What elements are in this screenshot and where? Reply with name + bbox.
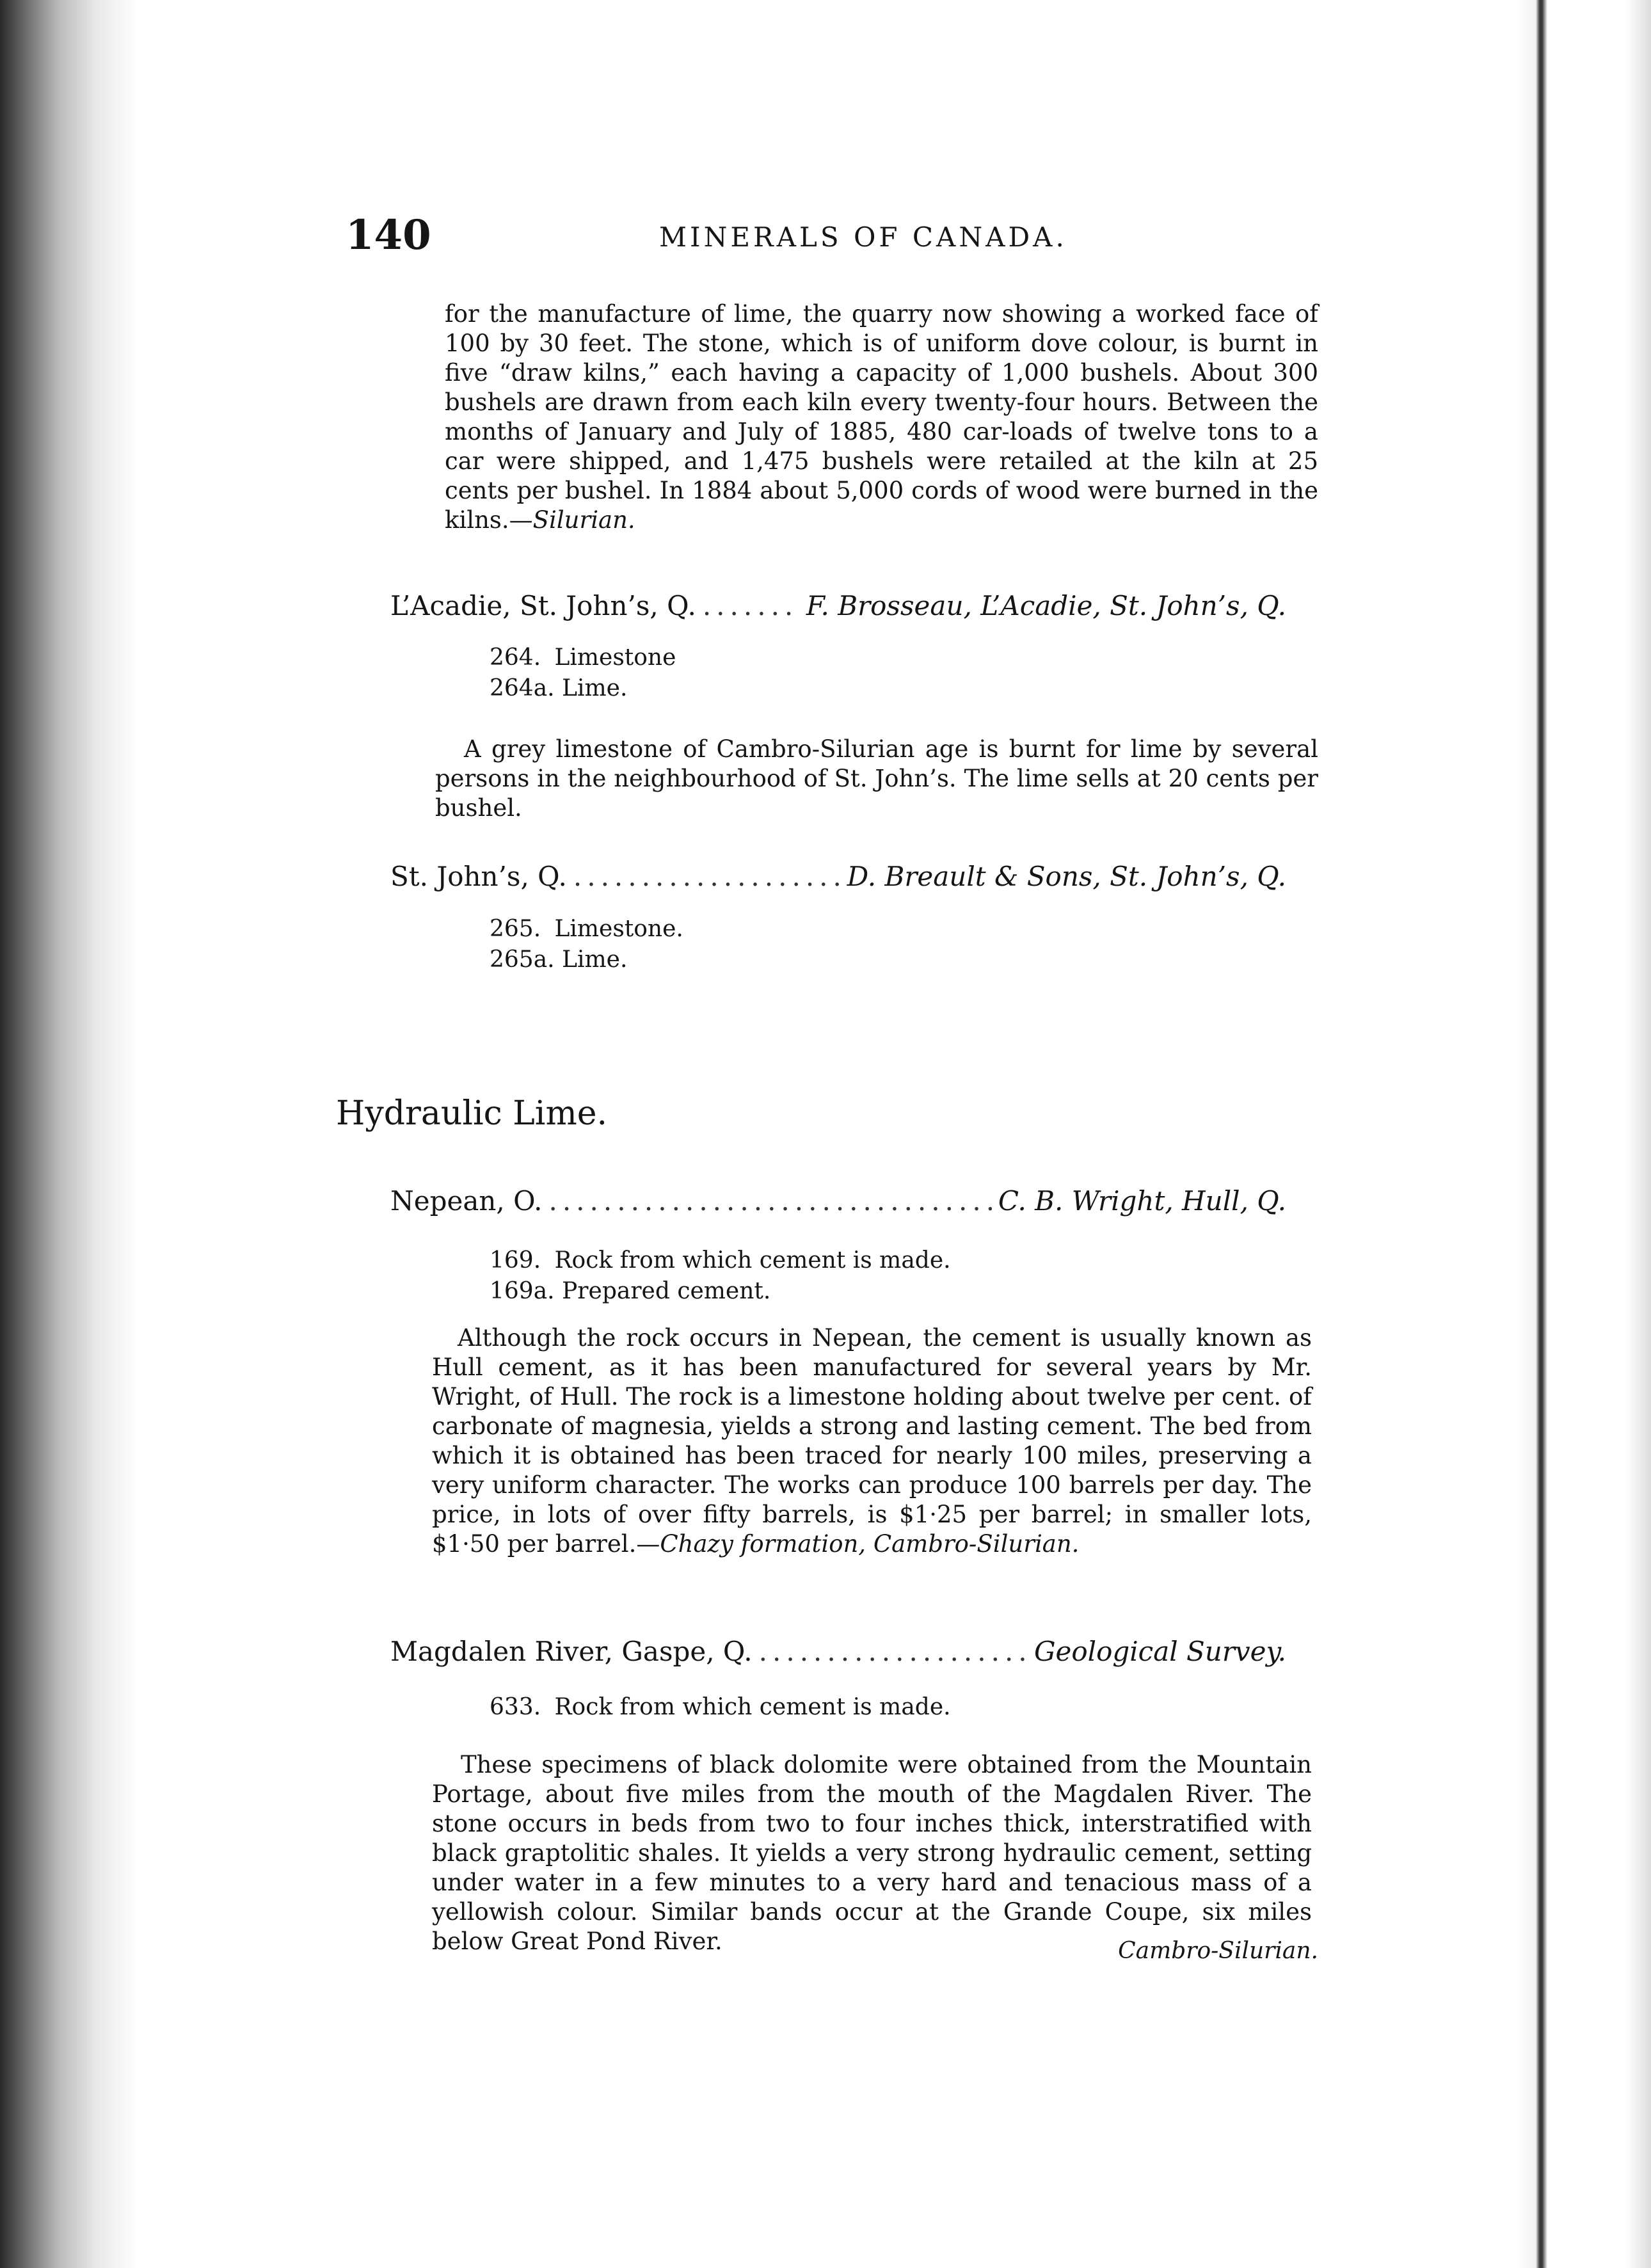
page-header	[346, 211, 1305, 262]
entry-source: F. Brosseau, L’Acadie, St. John’s, Q.	[806, 590, 1286, 621]
section-heading: Hydraulic Lime.	[336, 1094, 608, 1133]
top-paragraph-formation: Silurian.	[532, 506, 635, 534]
description-lacadie: A grey limestone of Cambro-Silurian age is burnt for lime by several persons in the neighbourhood of St. John’s. The lime sells at 20 cents per bushel.	[435, 735, 1318, 822]
specimen-number: 265a.	[490, 946, 555, 973]
description-magdalen: These specimens of black dolomite were obtained from the Mountain Portage, about five miles from the mouth of the Magdalen River. The stone occurs in beds from two to four inches thick, interstratified with black graptolitic shales. It yields a very strong hydraulic cement, setting under water in a few minutes to a very hard and tenacious mass of a yellowish colour. Similar bands occur at the Grande Coupe, six miles below Great Pond River.	[432, 1751, 1312, 1955]
specimen-item	[490, 1276, 951, 1307]
dot-leader	[548, 1185, 991, 1217]
specimen-number: 264.	[490, 644, 541, 671]
entry-place: L’Acadie, St. John’s, Q.	[390, 590, 696, 621]
description-text: Although the rock occurs in Nepean, the cement is usually known as Hull cement, as it has been manufactured for several years by Mr. Wright, of Hull. The rock is a limestone holding about twelve per cent. of carbonate of magnesia, yields a strong and lasting cement. The bed from which it is obtained has been traced for nearly 100 miles, preserving a very uniform character. The works can produce 100 barrels per day. The price, in lots of over fifty barrels, is $1·25 per barrel; in smaller lots, $1·50 per barrel.—	[432, 1324, 1312, 1558]
page-number: 140	[346, 211, 431, 259]
entry-place: Nepean, O.	[390, 1185, 543, 1217]
formation-magdalen: Cambro-Silurian.	[1118, 1938, 1318, 1964]
specimen-label: Limestone	[554, 644, 676, 671]
entry-lacadie	[390, 590, 1286, 628]
entry-st-johns	[390, 861, 1286, 899]
dot-leader	[573, 861, 841, 892]
entry-magdalen-river	[390, 1636, 1286, 1674]
specimen-label: Limestone.	[554, 916, 683, 942]
specimen-item	[490, 1245, 951, 1276]
specimen-item	[490, 914, 683, 945]
specimen-label: Lime.	[562, 946, 628, 973]
specimen-label: Rock from which cement is made.	[554, 1694, 951, 1720]
dot-leader	[703, 590, 800, 621]
specimen-number: 169a.	[490, 1278, 555, 1304]
specimen-item	[490, 945, 683, 975]
specimen-item	[490, 1692, 951, 1723]
specimen-number: 265.	[490, 916, 541, 942]
running-head: MINERALS OF CANADA.	[659, 221, 1067, 253]
specimen-label: Lime.	[562, 675, 628, 701]
specimen-list-st-johns	[490, 914, 683, 975]
specimen-list-nepean	[490, 1245, 951, 1307]
scanned-page-edge-left	[0, 0, 138, 2268]
entry-place: Magdalen River, Gaspe, Q.	[390, 1636, 753, 1667]
scanned-page-edge-right	[1517, 0, 1651, 2268]
entry-source: C. B. Wright, Hull, Q.	[998, 1185, 1286, 1217]
specimen-label: Rock from which cement is made.	[554, 1247, 951, 1274]
description-formation: Chazy formation, Cambro-Silurian.	[660, 1530, 1080, 1558]
dot-leader	[759, 1636, 1028, 1667]
description-nepean	[432, 1323, 1312, 1559]
entry-source: D. Breault & Sons, St. John’s, Q.	[847, 861, 1286, 892]
entry-source: Geological Survey.	[1033, 1636, 1286, 1667]
specimen-item	[490, 643, 676, 673]
entry-nepean	[390, 1185, 1286, 1224]
specimen-list-magdalen	[490, 1692, 951, 1723]
specimen-number: 264a.	[490, 675, 555, 701]
specimen-number: 633.	[490, 1694, 541, 1720]
specimen-label: Prepared cement.	[562, 1278, 771, 1304]
specimen-item	[490, 673, 676, 704]
entry-place: St. John’s, Q.	[390, 861, 567, 892]
specimen-list-lacadie	[490, 643, 676, 704]
top-paragraph	[445, 299, 1318, 535]
specimen-number: 169.	[490, 1247, 541, 1274]
top-paragraph-text: for the manufacture of lime, the quarry now showing a worked face of 100 by 30 feet. The stone, which is of uniform dove colour, is burnt in five “draw kilns,” each having a capacity of 1,000 bushels. About 300 bushels are drawn from each kiln every twenty-four hours. Between the months of January and July of 1885, 480 car-loads of twelve tons to a car were shipped, and 1,475 bushels were retailed at the kiln at 25 cents per bushel. In 1884 about 5,000 cords of wood were burned in the kilns.—	[445, 300, 1318, 534]
